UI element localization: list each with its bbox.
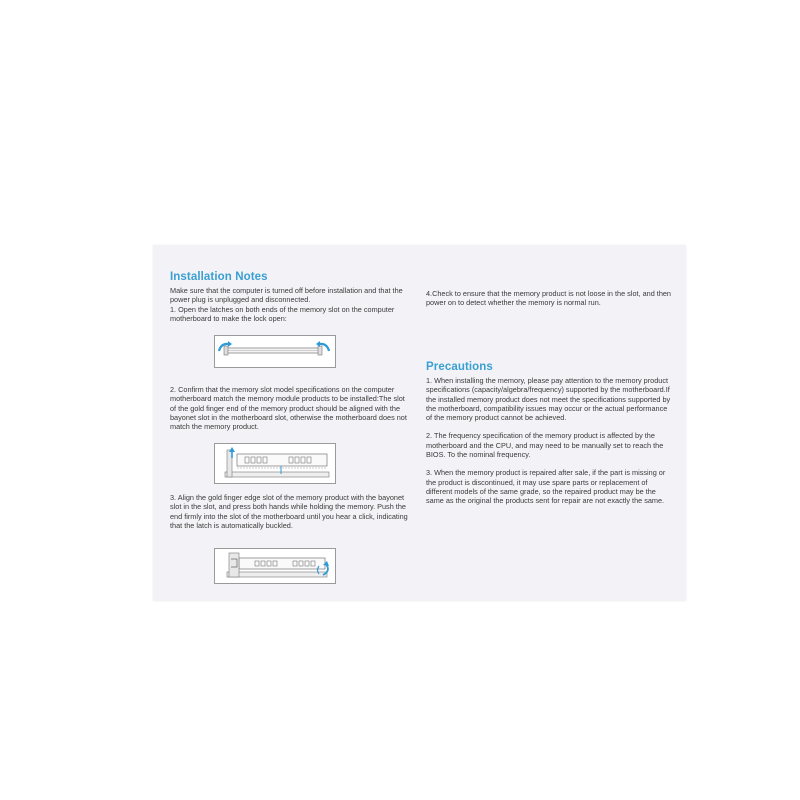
installation-step-3: 3. Align the gold finger edge slot of the memory product with the bayonet slot in the slot, and press both hands while holding the memory. Push the end firmly into the slot of the motherboard until you hear a click, indicating that the latch is automatically buckled. xyxy=(170,493,408,530)
installation-step-4: 4.Check to ensure that the memory product is not loose in the slot, and then power on to detect whether the memory is normal run. xyxy=(426,289,671,308)
figure-memory-alignment xyxy=(214,443,336,484)
installation-notes-section xyxy=(170,271,408,323)
memory-module-illustration xyxy=(215,444,335,483)
installation-step-4-block xyxy=(426,289,671,308)
precaution-3: 3. When the memory product is repaired after sale, if the part is missing or the product is discontinued, it may use spare parts or replacement of different models of the same grade, so the repaired product may be the same as the original the products sent for repair are not exactly the same. xyxy=(426,468,666,506)
instruction-card xyxy=(153,245,686,601)
precautions-title: Precautions xyxy=(426,361,493,373)
precaution-2: 2. The frequency specification of the memory product is affected by the motherboard and the CPU, and may need to be manually set to reach the BIOS. To the nominal frequency. xyxy=(426,431,664,460)
figure-latch-buckled xyxy=(214,548,336,584)
precaution-1: 1. When installing the memory, please pay attention to the memory product specifications (capacity/algebra/frequency) supported by the motherboard.If the installed memory product does not meet the specifications supported by the motherboard, compatibility issues may occur or the actual performance of the memory product cannot be achieved. xyxy=(426,376,671,423)
installation-step-1: 1. Open the latches on both ends of the memory slot on the computer motherboard to make the lock open: xyxy=(170,304,395,323)
installation-intro: Make sure that the computer is turned off before installation and that the power plug is unplugged and disconnected. xyxy=(170,286,403,305)
slot-latch-illustration xyxy=(215,336,335,367)
installation-step-3-block xyxy=(170,493,408,530)
installation-step-2-block xyxy=(170,385,408,431)
figure-open-latches xyxy=(214,335,336,368)
installation-step-2: 2. Confirm that the memory slot model specifications on the computer motherboard match the memory module products to be installed:The slot of the gold finger end of the memory product should be aligned with the bayonet slot in the motherboard slot, otherwise the motherboard does not match the memory product. xyxy=(170,385,407,432)
latch-buckled-illustration xyxy=(215,549,335,583)
precautions-section xyxy=(426,361,671,506)
installation-notes-title: Installation Notes xyxy=(170,271,268,283)
